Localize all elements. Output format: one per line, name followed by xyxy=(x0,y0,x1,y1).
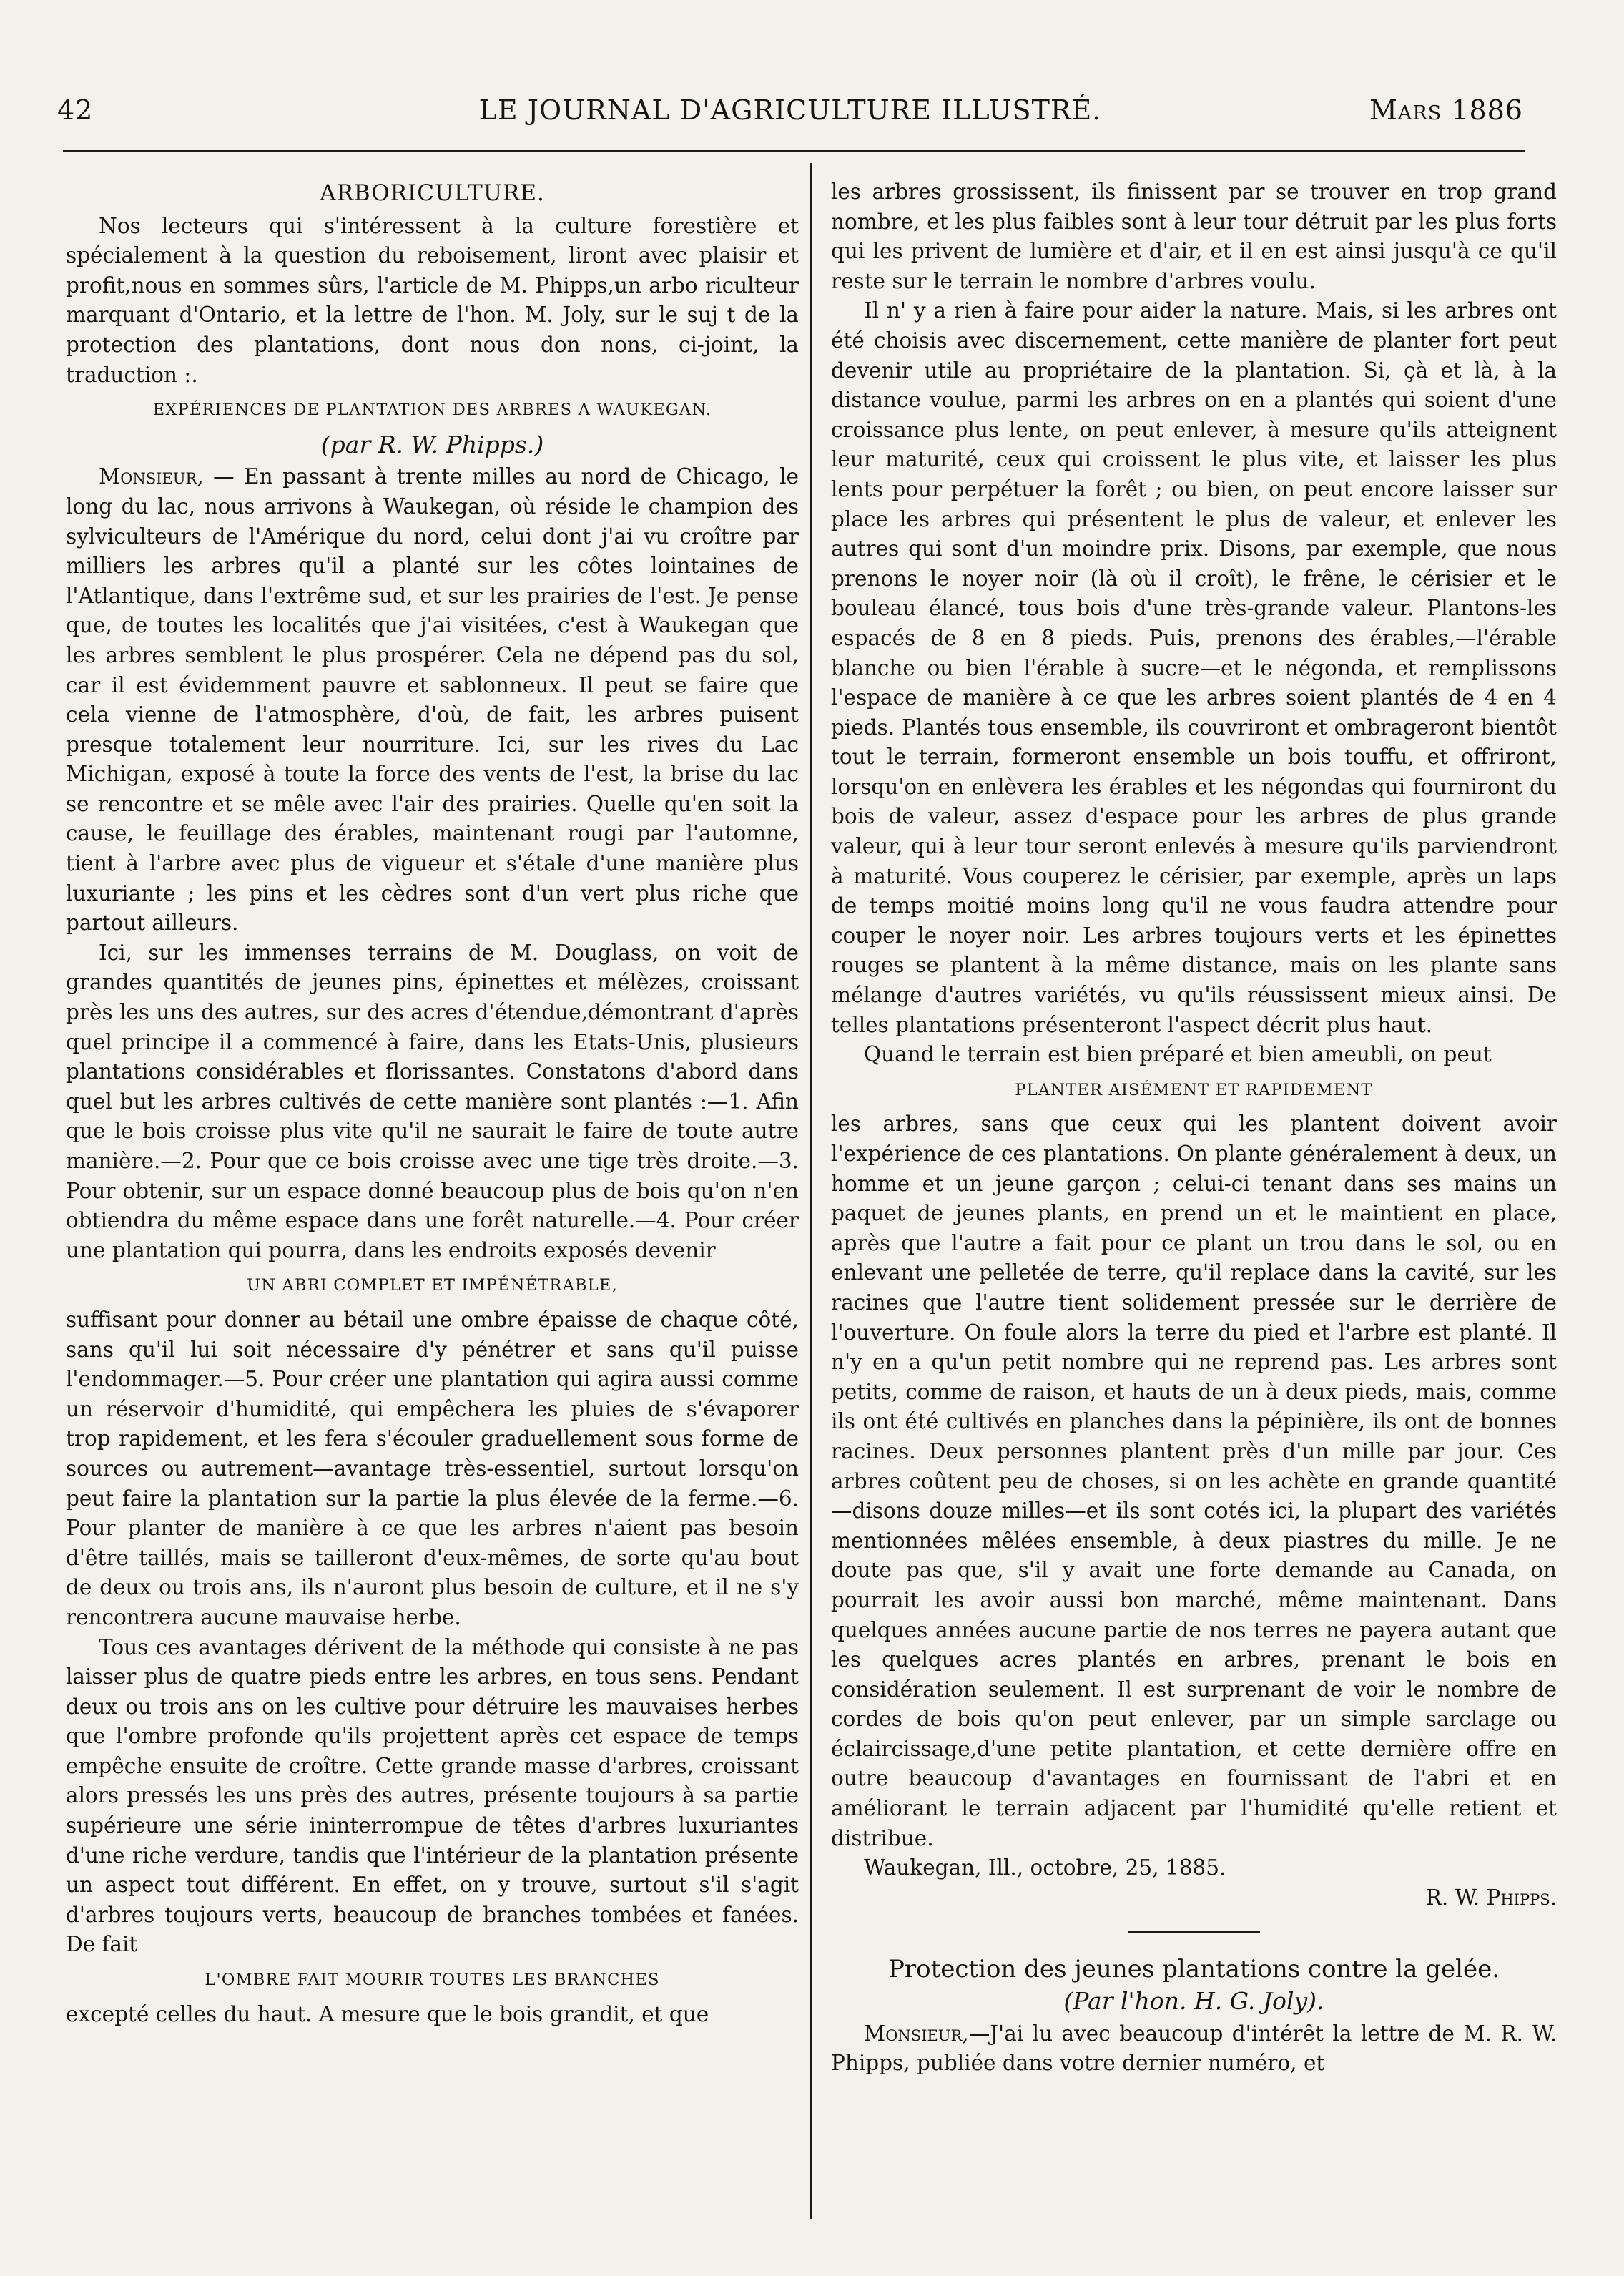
paragraph-text: —J'ai lu avec beaucoup d'intérêt la lettre de M. R. W. Phipps, publiée dans votre dernier numéro, et xyxy=(831,2021,1557,2076)
header-rule xyxy=(63,150,1525,152)
inline-subhead: L'OMBRE FAIT MOURIR TOUTES LES BRANCHES xyxy=(205,1971,660,1990)
page-number: 42 xyxy=(57,94,94,126)
inline-subhead: UN ABRI COMPLET ET IMPÉNÉTRABLE, xyxy=(247,1276,618,1295)
intro-paragraph: Nos lecteurs qui s'intéressent à la culture forestière et spécialement à la question du reboisement, liront avec plaisir et profit,nous en sommes sûrs, l'article de M. Phipps,un arbo riculteur marquant d'Ontario, et la lettre de l'hon. M. Joly, sur le suj t de la protection des plantations, dont nous don nons, ci-joint, la traduction :. xyxy=(66,213,799,387)
article-paragraph: Il n' y a rien à faire pour aider la nature. Mais, si les arbres ont été choisis avec discernement, cette manière de planter fort peut devenir utile au propriétaire de la plantation. Si, çà et là, à la distance voulue, parmi les arbres on en a plantés qui soient d'une croissance plus lente, on peut enlever, à mesure qu'ils atteignent leur maturité, ceux qui croissent le plus vite, et laisser les plus lents pour perpétuer la forêt ; ou bien, on peut encore laisser sur place les arbres qui présentent le plus de valeur, et enlever les autres qui sont d'un moindre prix. Disons, par exemple, que nous prenons le noyer noir (là où il croît), le frêne, le cérisier et le bouleau élancé, tous bois d'une très-grande valeur. Plantons-les espacés de 8 en 8 pieds. Puis, prenons des érables,—l'érable blanche ou bien l'érable à sucre—et le négonda, et remplissons l'espace de manière à ce que les arbres soient plantés de 4 en 4 pieds. Plantés tous ensemble, ils couvriront et ombrageront bientôt tout le terrain, formeront ensemble un bois touffu, et offriront, lorsqu'on en enlèvera les érables et les négondas qui fourniront du bois de valeur, assez d'espace pour les arbres de plus grande valeur, qui à leur tour seront enlevés à mesure qu'ils parviendront à maturité. Vous couperez le cérisier, par exemple, après un laps de temps moitié moins long qu'il ne vous faudra attendre pour couper le noyer noir. Les arbres toujours verts et les épinettes rouges se plantent à la même distance, mais on les plante sans mélange d'autres variétés, vu qu'ils réussissent mieux ainsi. De telles plantations présenteront l'aspect décrit plus haut. xyxy=(831,298,1557,1037)
section-title: ARBORICULTURE. xyxy=(320,180,545,206)
article-paragraph: suffisant pour donner au bétail une ombre épaisse de chaque côté, sans qu'il lui soit nécessaire d'y pénétrer et sans qu'il puisse l'endommager.—5. Pour créer une plantation qui agira aussi comme un réservoir d'humidité, qui empêchera les pluies de s'évaporer trop rapidement, et les fera s'écouler graduellement sous forme de sources ou autrement—avantage très-essentiel, surtout lorsqu'on peut faire la plantation sur la partie la plus élevée de la ferme.—6. Pour planter de manière à ce que les arbres n'aient pas besoin d'être taillés, mais se tailleront d'eux-mêmes, de sorte qu'au bout de deux ou trois ans, ils n'auront plus besoin de culture, et il ne s'y rencontrera aucune mauvaise herbe. xyxy=(66,1307,799,1629)
page-header xyxy=(57,94,1523,134)
article-paragraph: les arbres, sans que ceux qui les plantent doivent avoir l'expérience de ces plantations. On plante généralement à deux, un homme et un jeune garçon ; celui-ci tenant dans ses mains un paquet de jeunes plants, en prend un et le maintient en place, après que l'autre a fait pour ce plant un trou dans le sol, ou en enlevant une pelletée de terre, qu'il replace dans la cavité, sur les racines que l'autre tient solidement pressée sur le derrière de l'ouverture. On foule alors la terre du pied et l'arbre est planté. Il n'y en a qu'un petit nombre qui ne reprend pas. Les arbres sont petits, comme de raison, et hauts de un à deux pieds, mais, comme ils ont été cultivés en planches dans la pépinière, ils ont de bonnes racines. Deux personnes plantent près d'un mille par jour. Ces arbres coûtent peu de choses, si on les achète en grande quantité—disons douze milles—et ils sont cotés ici, la plupart des variétés mentionnées mêlées ensemble, à deux piastres du mille. Je ne doute pas que, s'il y avait une forte demande au Canada, on pourrait les avoir aussi bon marché, même maintenant. Dans quelques années aucune partie de nos terres ne payera autant que les quelques acres plantés en arbres, prenant le bois en considération seulement. Il est surprenant de voir le nombre de cordes de bois qu'on peut enlever, par un simple sarclage ou éclaircissage,d'une petite plantation, et cette dernière offre en outre beaucoup d'avantages en fournissant de l'abri et en améliorant le terrain adjacent par l'humidité qu'elle retient et distribue. xyxy=(831,1112,1557,1850)
article-paragraph: Tous ces avantages dérivent de la méthode qui consiste à ne pas laisser plus de quatre pieds entre les arbres, en tous sens. Pendant deux ou trois ans on les cultive pour détruire les mauvaises herbes que l'ombre profonde qu'ils projettent après cet espace de temps empêche ensuite de croître. Cette grande masse d'arbres, croissant alors pressés les uns près des autres, présente toujours à sa partie supérieure une série ininterrompue de têtes d'arbres luxuriantes d'une riche verdure, tandis que l'intérieur de la plantation présente un aspect tout différent. En effet, on y trouve, surtout s'il s'agit d'arbres toujours verts, beaucoup de branches tombées et fanées. De fait xyxy=(66,1634,799,1957)
article-paragraph: les arbres grossissent, ils finissent par se trouver en trop grand nombre, et les plus faibles sont à leur tour détruit par les plus forts qui les privent de lumière et d'air, et il en est ainsi jusqu'à ce qu'il reste sur le terrain le nombre d'arbres voulu. xyxy=(831,180,1557,293)
right-column xyxy=(831,177,1557,2079)
article-byline: (Par l'hon. H. G. Joly). xyxy=(1063,1987,1324,2016)
signature-name: R. W. Phipps. xyxy=(1425,1885,1557,1910)
salutation: Monsieur, xyxy=(864,2021,969,2046)
issue-date: Mars 1886 xyxy=(1369,94,1523,126)
signature-date: Waukegan, Ill., octobre, 25, 1885. xyxy=(864,1855,1226,1880)
article-subhead: EXPÉRIENCES DE PLANTATION DES ARBRES A WAUKEGAN. xyxy=(152,401,712,420)
article-paragraph xyxy=(66,462,799,938)
article-paragraph: Ici, sur les immenses terrains de M. Douglass, on voit de grandes quantités de jeunes pins, épinettes et mélèzes, croissant près les uns des autres, sur des acres d'étendue,démontrant d'après quel principe il a commencé à faire, dans les Etats-Unis, plusieurs plantations considérables et florissantes. Constatons d'abord dans quel but les arbres cultivés de cette manière sont plantés :—1. Afin que le bois croisse plus vite qu'il ne saurait le faire de toute autre manière.—2. Pour que ce bois croisse avec une tige très droite.—3. Pour obtenir, sur un espace donné beaucoup plus de bois qu'on n'en obtiendra du même espace dans une forêt naturelle.—4. Pour créer une plantation qui pourra, dans les endroits exposés devenir xyxy=(66,940,799,1262)
article-title: Protection des jeunes plantations contre la gelée. xyxy=(887,1955,1500,1984)
journal-title: LE JOURNAL D'AGRICULTURE ILLUSTRÉ. xyxy=(478,94,1102,126)
article-paragraph: Quand le terrain est bien préparé et bien ameubli, on peut xyxy=(864,1042,1492,1067)
salutation: Monsieur, xyxy=(99,464,204,489)
paragraph-text: — En passant à trente milles au nord de Chicago, le long du lac, nous arrivons à Waukegan, où réside le champion des sylviculteurs de l'Amérique du nord, celui dont j'ai vu croître par milliers les arbres qu'il a planté sur les côtes lointaines de l'Atlantique, dans l'extrême sud, et sur les prairies de l'est. Je pense que, de toutes les localités que j'ai visitées, c'est à Waukegan que les arbres semblent le plus prospérer. Cela ne dépend pas du sol, car il est évidemment pauvre et sablonneux. Il peut se faire que cela vienne de l'atmosphère, d'où, de fait, les arbres puisent presque totalement leur nourriture. Ici, sur les rives du Lac Michigan, exposé à toute la force des vents de l'est, la brise du lac se rencontre et se mêle avec l'air des prairies. Quelle qu'en soit la cause, le feuillage des érables, maintenant rougi par l'automne, tient à l'arbre avec plus de vigueur et s'étale d'une manière plus luxuriante ; les pins et les cèdres sont d'un vert plus riche que partout ailleurs. xyxy=(66,464,799,936)
article-byline: (par R. W. Phipps.) xyxy=(320,430,544,458)
article-paragraph xyxy=(831,2019,1557,2079)
article-separator xyxy=(1128,1931,1260,1933)
left-column xyxy=(66,177,799,2029)
inline-subhead: PLANTER AISÉMENT ET RAPIDEMENT xyxy=(1015,1080,1373,1099)
article-paragraph: excepté celles du haut. A mesure que le bois grandit, et que xyxy=(66,2001,709,2026)
column-divider xyxy=(810,163,812,2219)
